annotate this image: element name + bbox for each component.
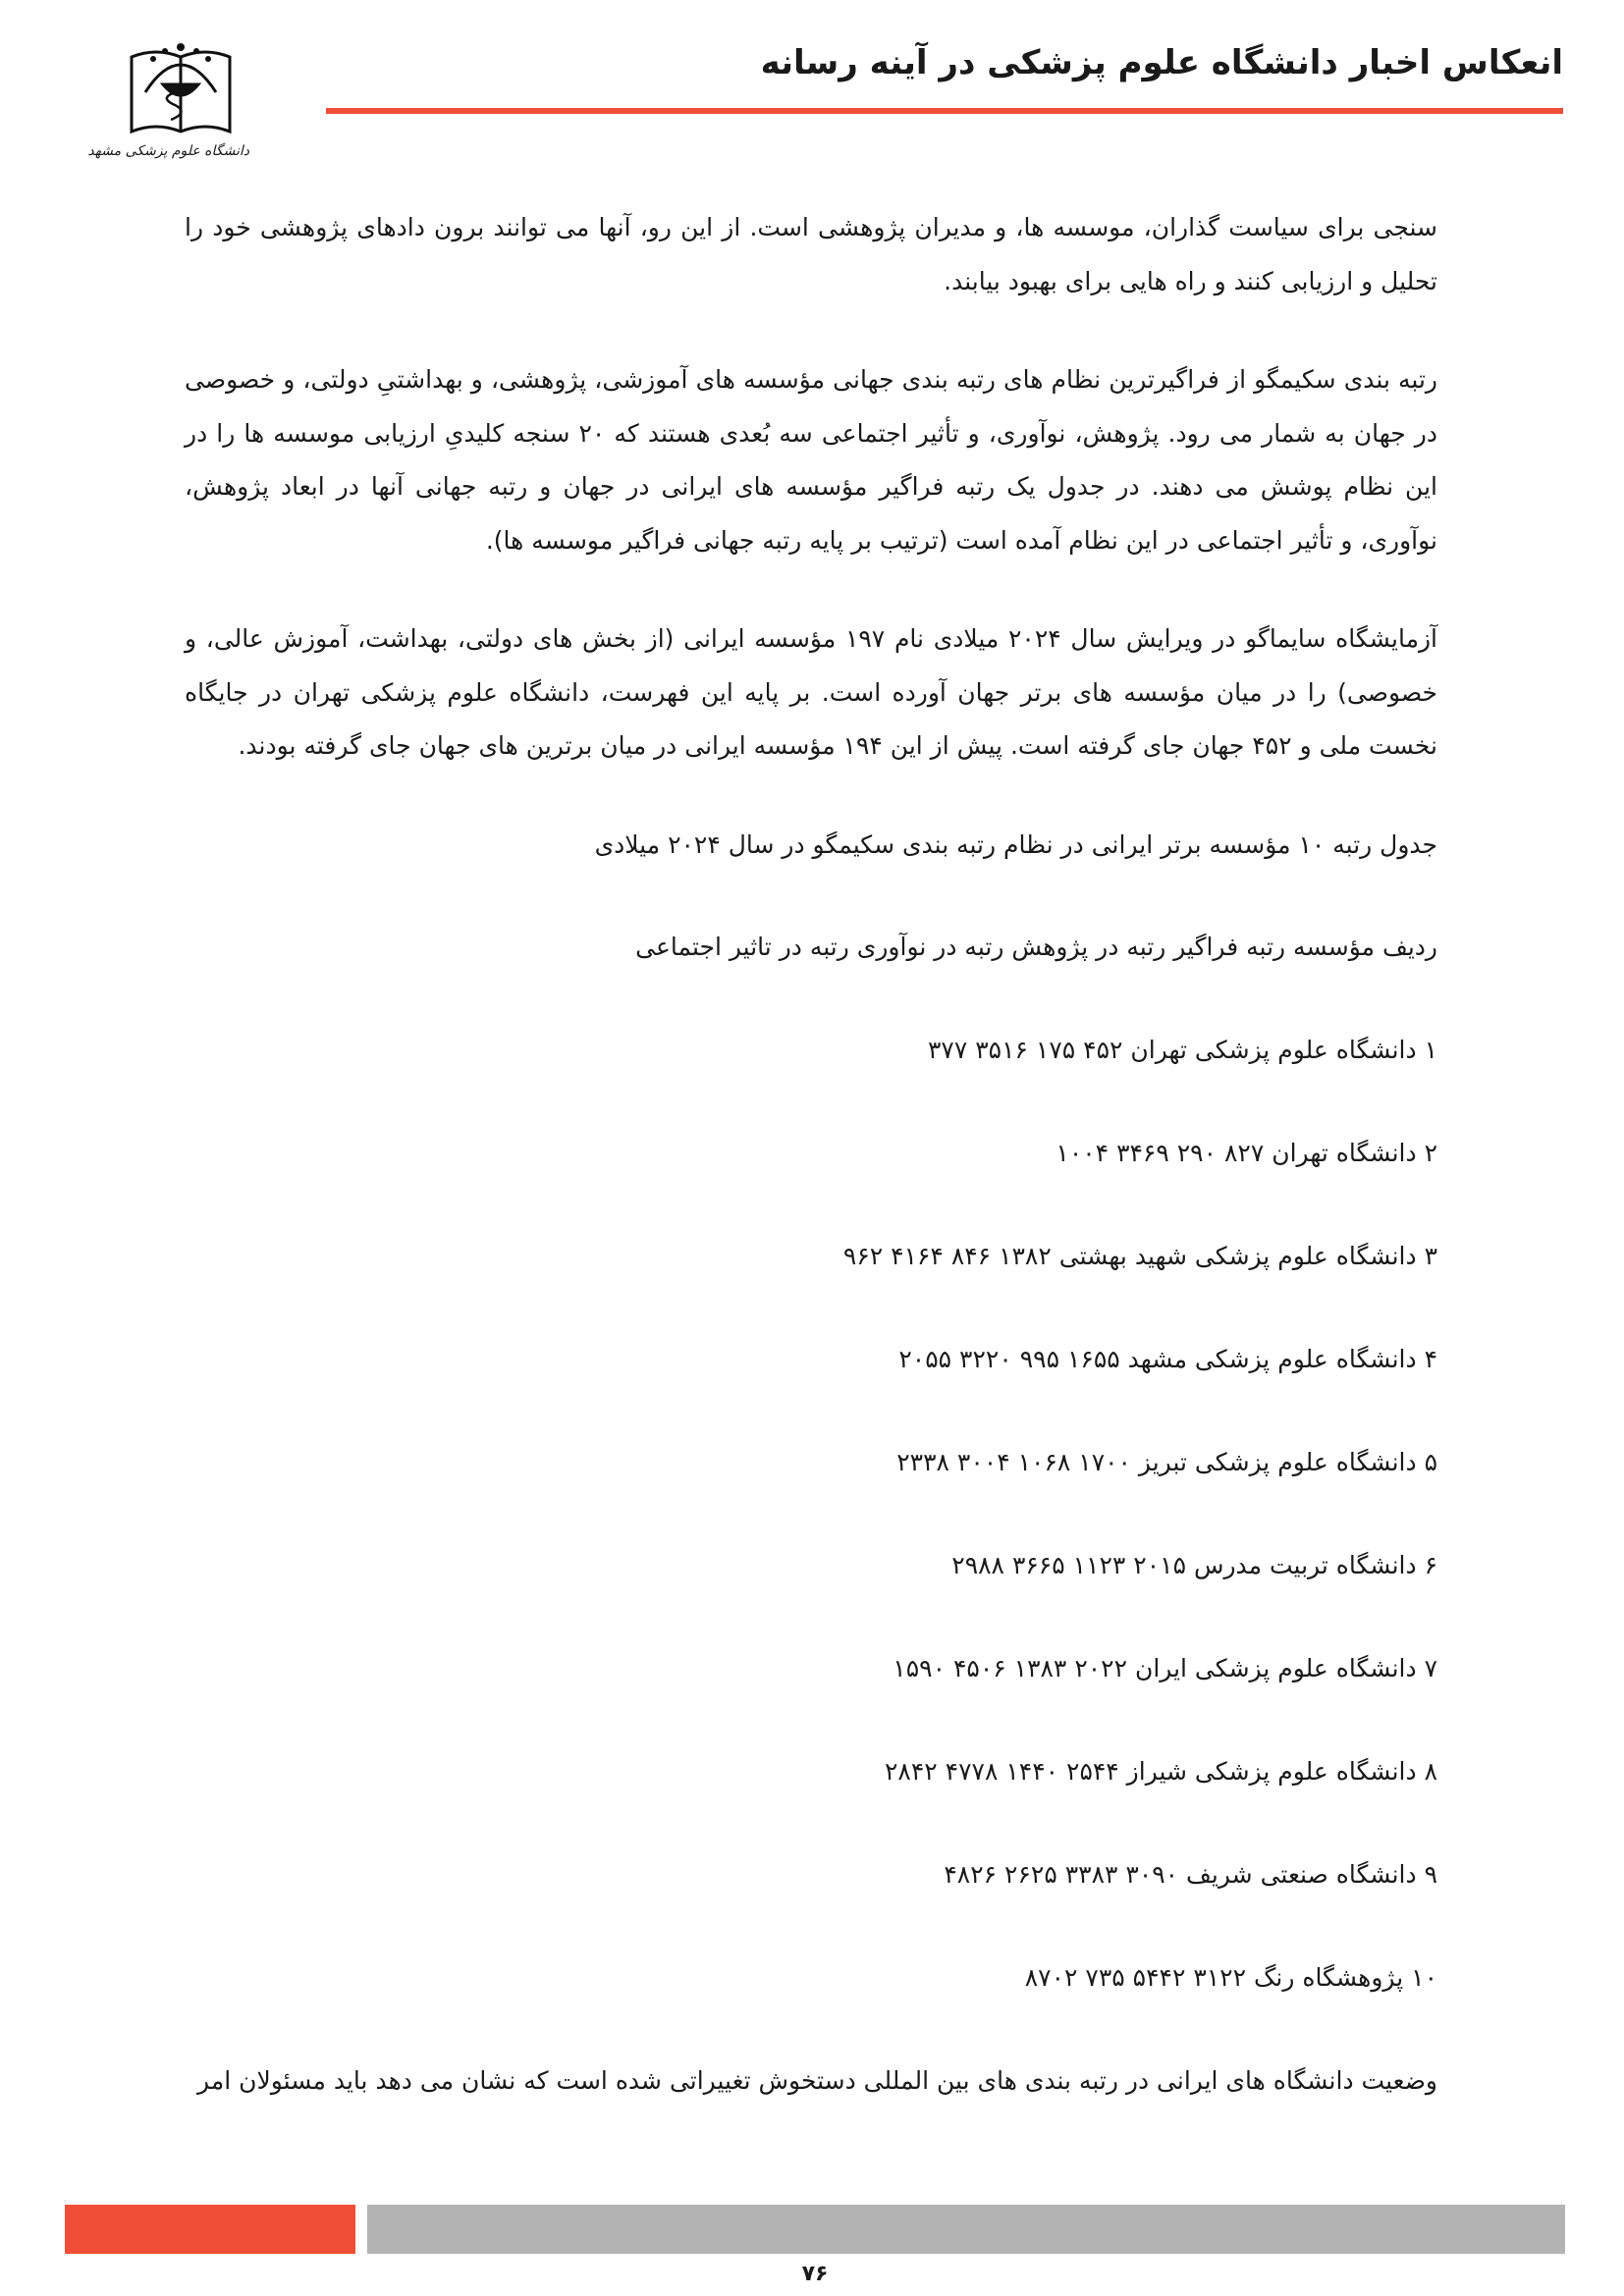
table-row: ۳ دانشگاه علوم پزشکی شهید بهشتی ۱۳۸۲ ۸۴۶ ۴۱۶۴ ۹۶۲ [842, 1241, 1437, 1270]
article-body [185, 201, 1437, 2108]
footer-accent-bar [65, 2205, 355, 2254]
paragraph-closing: وضعیت دانشگاه های ایرانی در رتبه بندی های بین المللی دستخوش تغییراتی شده است که نشان می دهد باید مسئولان امر [197, 2065, 1437, 2095]
footer-gray-bar [367, 2205, 1565, 2254]
ranking-table [185, 1024, 1437, 2004]
paragraph-intro: سنجی برای سیاست گذاران، موسسه ها، و مدیران پژوهشی است. از این رو، آنها می توانند برون دادهای پژوهشی خود را تحلیل و ارزیابی کنند و راه هایی برای بهبود بیابند. [185, 213, 1437, 295]
paragraph-scimago-overview: رتبه بندی سکیمگو از فراگیرترین نظام های رتبه بندی جهانی مؤسسه های آموزشی، پژوهشی، و بهداشتیِ دولتی، و خصوصی در جهان به شمار می رود. پژوهش، نوآوری، و تأثیر اجتماعی سه بُعدی هستند که ۲۰ سنجه کلیدیِ ارزیابی موسسه ها را در این نظام پوشش می دهند. در جدول یک رتبه فراگیر مؤسسه های ایرانی در جهان و رتبه جهانی آنها در ابعاد پژوهش، نوآوری، و تأثیر اجتماعی در این نظام آمده است (ترتیب بر پایه رتبه جهانی فراگیر موسسه ها). [185, 365, 1437, 555]
table-row: ۷ دانشگاه علوم پزشکی ایران ۲۰۲۲ ۱۳۸۳ ۴۵۰۶ ۱۵۹۰ [893, 1653, 1437, 1682]
table-row: ۹ دانشگاه صنعتی شریف ۳۰۹۰ ۳۳۸۳ ۲۶۲۵ ۴۸۲۶ [944, 1859, 1437, 1889]
university-emblem-icon [112, 33, 249, 143]
table-header: ردیف مؤسسه رتبه فراگیر رتبه در پژوهش رتبه در نوآوری رتبه در تاثیر اجتماعی [635, 932, 1437, 961]
table-row: ۶ دانشگاه تربیت مدرس ۲۰۱۵ ۱۱۲۳ ۳۶۶۵ ۲۹۸۸ [951, 1550, 1437, 1579]
table-row: ۱۰ پژوهشگاه رنگ ۳۱۲۲ ۵۴۴۲ ۷۳۵ ۸۷۰۲ [1024, 1962, 1437, 1992]
table-row: ۸ دانشگاه علوم پزشکی شیراز ۲۵۴۴ ۱۴۴۰ ۴۷۷۸ ۲۸۴۲ [885, 1756, 1437, 1786]
table-row: ۴ دانشگاه علوم پزشکی مشهد ۱۶۵۵ ۹۹۵ ۳۲۲۰ ۲۰۵۵ [898, 1344, 1437, 1373]
page-number: ۷۶ [801, 2262, 829, 2286]
university-logo [87, 33, 249, 167]
table-row: ۱ دانشگاه علوم پزشکی تهران ۴۵۲ ۱۷۵ ۳۵۱۶ ۳۷۷ [927, 1035, 1437, 1064]
logo-caption: دانشگاه علوم پزشکی مشهد [87, 143, 249, 159]
table-row: ۵ دانشگاه علوم پزشکی تبریز ۱۷۰۰ ۱۰۶۸ ۳۰۰۴ ۲۳۳۸ [896, 1447, 1437, 1476]
paragraph-scimago-2024: آزمایشگاه سایماگو در ویرایش سال ۲۰۲۴ میلادی نام ۱۹۷ مؤسسه ایرانی (از بخش های دولتی، بهداشت، آموزش عالی، و خصوصی) را در میان مؤسسه های برتر جهان آورده است. بر پایه این فهرست، دانشگاه علوم پزشکی تهران در جایگاه نخست ملی و ۴۵۲ جهان جای گرفته است. پیش از این ۱۹۴ مؤسسه ایرانی در میان برترین های جهان جای گرفته بودند. [185, 624, 1437, 760]
table-caption: جدول رتبه ۱۰ مؤسسه برتر ایرانی در نظام رتبه بندی سکیمگو در سال ۲۰۲۴ میلادی [594, 829, 1437, 859]
page-header-title: انعکاس اخبار دانشگاه علوم پزشکی در آینه رسانه [760, 43, 1563, 82]
header-divider [326, 108, 1563, 114]
table-row: ۲ دانشگاه تهران ۸۲۷ ۲۹۰ ۳۴۶۹ ۱۰۰۴ [1056, 1138, 1437, 1167]
